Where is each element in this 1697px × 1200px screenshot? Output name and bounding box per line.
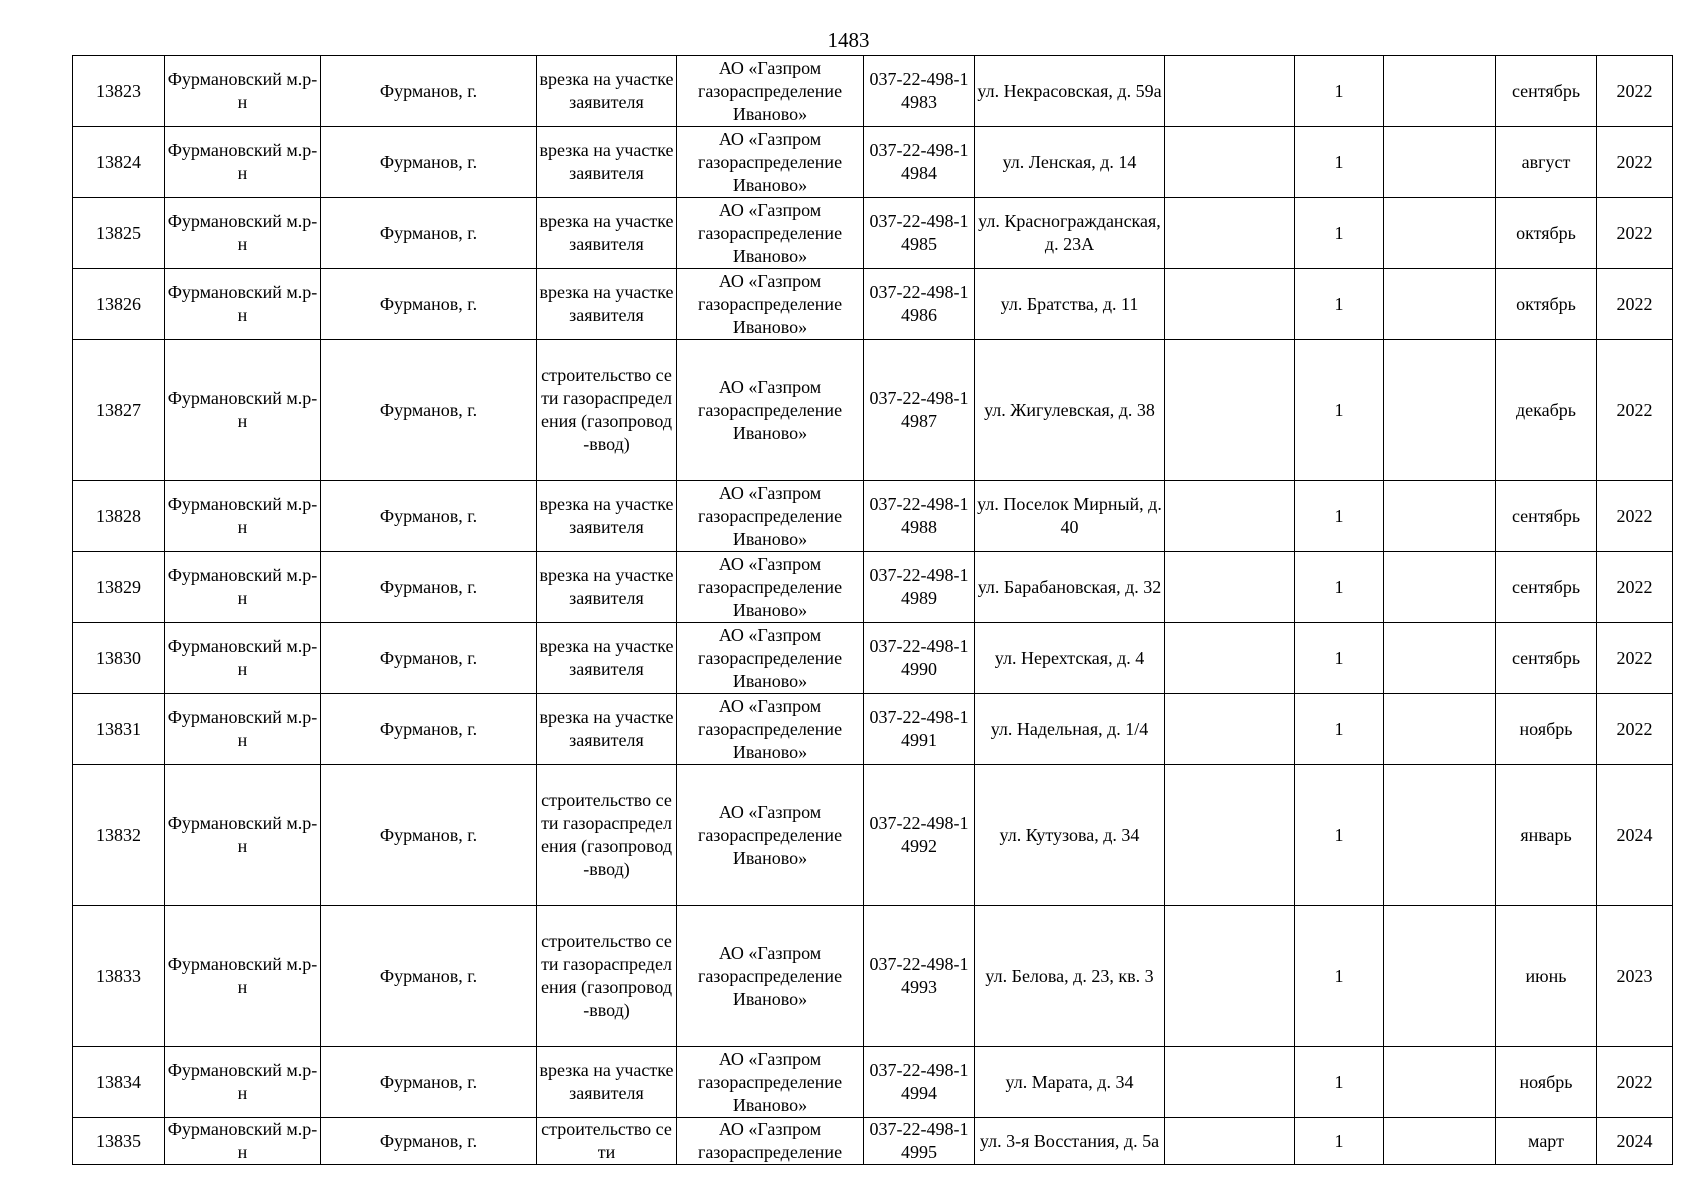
district-cell: Фурмановский м.р-н bbox=[165, 623, 321, 694]
empty-cell bbox=[1384, 552, 1496, 623]
work-type-cell: врезка на участке заявителя bbox=[537, 198, 677, 269]
district-cell: Фурмановский м.р-н bbox=[165, 906, 321, 1047]
locality-cell: Фурманов, г. bbox=[321, 906, 537, 1047]
address-cell: ул. Жигулевская, д. 38 bbox=[975, 340, 1165, 481]
locality-cell: Фурманов, г. bbox=[321, 198, 537, 269]
organization-cell: АО «Газпром газораспределение Иваново» bbox=[677, 623, 864, 694]
address-cell: ул. Красногражданская, д. 23А bbox=[975, 198, 1165, 269]
district-cell: Фурмановский м.р-н bbox=[165, 1118, 321, 1165]
month-cell: октябрь bbox=[1496, 198, 1597, 269]
registration-code-cell: 037-22-498-14987 bbox=[864, 340, 975, 481]
empty-cell bbox=[1384, 906, 1496, 1047]
table-row bbox=[73, 340, 1673, 481]
empty-cell bbox=[1165, 269, 1295, 340]
year-cell: 2022 bbox=[1597, 481, 1673, 552]
empty-cell bbox=[1384, 481, 1496, 552]
quantity-cell: 1 bbox=[1295, 56, 1384, 127]
year-cell: 2022 bbox=[1597, 269, 1673, 340]
table-row bbox=[73, 1118, 1673, 1165]
row-number-cell: 13831 bbox=[73, 694, 165, 765]
address-cell: ул. Марата, д. 34 bbox=[975, 1047, 1165, 1118]
empty-cell bbox=[1384, 127, 1496, 198]
work-type-cell: врезка на участке заявителя bbox=[537, 552, 677, 623]
empty-cell bbox=[1165, 340, 1295, 481]
organization-cell: АО «Газпром газораспределение Иваново» bbox=[677, 198, 864, 269]
year-cell: 2022 bbox=[1597, 1047, 1673, 1118]
year-cell: 2022 bbox=[1597, 198, 1673, 269]
month-cell: август bbox=[1496, 127, 1597, 198]
locality-cell: Фурманов, г. bbox=[321, 269, 537, 340]
work-type-cell: врезка на участке заявителя bbox=[537, 1047, 677, 1118]
locality-cell: Фурманов, г. bbox=[321, 765, 537, 906]
empty-cell bbox=[1384, 694, 1496, 765]
work-type-cell: строительство сети газораспределения (газопровод-ввод) bbox=[537, 765, 677, 906]
locality-cell: Фурманов, г. bbox=[321, 481, 537, 552]
page-number: 1483 bbox=[827, 28, 870, 52]
row-number-cell: 13826 bbox=[73, 269, 165, 340]
year-cell: 2022 bbox=[1597, 552, 1673, 623]
registration-code-cell: 037-22-498-14988 bbox=[864, 481, 975, 552]
work-type-cell: врезка на участке заявителя bbox=[537, 127, 677, 198]
month-cell: ноябрь bbox=[1496, 1047, 1597, 1118]
month-cell: декабрь bbox=[1496, 340, 1597, 481]
address-cell: ул. Барабановская, д. 32 bbox=[975, 552, 1165, 623]
empty-cell bbox=[1384, 1118, 1496, 1165]
table-row bbox=[73, 269, 1673, 340]
month-cell: сентябрь bbox=[1496, 56, 1597, 127]
registration-code-cell: 037-22-498-14994 bbox=[864, 1047, 975, 1118]
quantity-cell: 1 bbox=[1295, 906, 1384, 1047]
year-cell: 2024 bbox=[1597, 765, 1673, 906]
quantity-cell: 1 bbox=[1295, 552, 1384, 623]
registration-code-cell: 037-22-498-14993 bbox=[864, 906, 975, 1047]
data-table bbox=[72, 55, 1673, 1165]
organization-cell: АО «Газпром газораспределение Иваново» bbox=[677, 127, 864, 198]
address-cell: ул. Нерехтская, д. 4 bbox=[975, 623, 1165, 694]
organization-cell: АО «Газпром газораспределение Иваново» bbox=[677, 1047, 864, 1118]
organization-cell: АО «Газпром газораспределение Иваново» bbox=[677, 552, 864, 623]
year-cell: 2022 bbox=[1597, 56, 1673, 127]
table-body bbox=[73, 56, 1673, 1165]
empty-cell bbox=[1165, 906, 1295, 1047]
registration-code-cell: 037-22-498-14986 bbox=[864, 269, 975, 340]
empty-cell bbox=[1165, 1047, 1295, 1118]
table-row bbox=[73, 56, 1673, 127]
address-cell: ул. Белова, д. 23, кв. 3 bbox=[975, 906, 1165, 1047]
registration-code-cell: 037-22-498-14990 bbox=[864, 623, 975, 694]
empty-cell bbox=[1384, 198, 1496, 269]
quantity-cell: 1 bbox=[1295, 694, 1384, 765]
year-cell: 2022 bbox=[1597, 623, 1673, 694]
district-cell: Фурмановский м.р-н bbox=[165, 1047, 321, 1118]
district-cell: Фурмановский м.р-н bbox=[165, 340, 321, 481]
registration-code-cell: 037-22-498-14995 bbox=[864, 1118, 975, 1165]
organization-cell: АО «Газпром газораспределение Иваново» bbox=[677, 906, 864, 1047]
month-cell: ноябрь bbox=[1496, 694, 1597, 765]
organization-cell: АО «Газпром газораспределение Иваново» bbox=[677, 765, 864, 906]
locality-cell: Фурманов, г. bbox=[321, 623, 537, 694]
empty-cell bbox=[1384, 269, 1496, 340]
district-cell: Фурмановский м.р-н bbox=[165, 56, 321, 127]
month-cell: сентябрь bbox=[1496, 552, 1597, 623]
year-cell: 2022 bbox=[1597, 694, 1673, 765]
row-number-cell: 13829 bbox=[73, 552, 165, 623]
year-cell: 2022 bbox=[1597, 127, 1673, 198]
organization-cell: АО «Газпром газораспределение Иваново» bbox=[677, 56, 864, 127]
row-number-cell: 13830 bbox=[73, 623, 165, 694]
registration-code-cell: 037-22-498-14989 bbox=[864, 552, 975, 623]
work-type-cell: врезка на участке заявителя bbox=[537, 56, 677, 127]
row-number-cell: 13834 bbox=[73, 1047, 165, 1118]
registration-code-cell: 037-22-498-14984 bbox=[864, 127, 975, 198]
locality-cell: Фурманов, г. bbox=[321, 127, 537, 198]
quantity-cell: 1 bbox=[1295, 127, 1384, 198]
district-cell: Фурмановский м.р-н bbox=[165, 481, 321, 552]
locality-cell: Фурманов, г. bbox=[321, 340, 537, 481]
district-cell: Фурмановский м.р-н bbox=[165, 552, 321, 623]
district-cell: Фурмановский м.р-н bbox=[165, 127, 321, 198]
address-cell: ул. Надельная, д. 1/4 bbox=[975, 694, 1165, 765]
organization-cell: АО «Газпром газораспределение Иваново» bbox=[677, 269, 864, 340]
locality-cell: Фурманов, г. bbox=[321, 552, 537, 623]
quantity-cell: 1 bbox=[1295, 623, 1384, 694]
table-row bbox=[73, 906, 1673, 1047]
quantity-cell: 1 bbox=[1295, 765, 1384, 906]
work-type-cell: строительство сети газораспределения (газопровод-ввод) bbox=[537, 340, 677, 481]
month-cell: сентябрь bbox=[1496, 623, 1597, 694]
table-row bbox=[73, 552, 1673, 623]
year-cell: 2023 bbox=[1597, 906, 1673, 1047]
empty-cell bbox=[1165, 56, 1295, 127]
table-row bbox=[73, 765, 1673, 906]
table-row bbox=[73, 127, 1673, 198]
table-row bbox=[73, 481, 1673, 552]
table-row bbox=[73, 198, 1673, 269]
row-number-cell: 13823 bbox=[73, 56, 165, 127]
district-cell: Фурмановский м.р-н bbox=[165, 765, 321, 906]
empty-cell bbox=[1165, 481, 1295, 552]
work-type-cell: врезка на участке заявителя bbox=[537, 269, 677, 340]
work-type-cell: строительство сети bbox=[537, 1118, 677, 1165]
empty-cell bbox=[1165, 198, 1295, 269]
district-cell: Фурмановский м.р-н bbox=[165, 694, 321, 765]
row-number-cell: 13835 bbox=[73, 1118, 165, 1165]
work-type-cell: врезка на участке заявителя bbox=[537, 623, 677, 694]
empty-cell bbox=[1165, 694, 1295, 765]
row-number-cell: 13825 bbox=[73, 198, 165, 269]
quantity-cell: 1 bbox=[1295, 481, 1384, 552]
quantity-cell: 1 bbox=[1295, 269, 1384, 340]
year-cell: 2024 bbox=[1597, 1118, 1673, 1165]
registration-code-cell: 037-22-498-14992 bbox=[864, 765, 975, 906]
quantity-cell: 1 bbox=[1295, 1118, 1384, 1165]
empty-cell bbox=[1384, 623, 1496, 694]
locality-cell: Фурманов, г. bbox=[321, 1047, 537, 1118]
month-cell: июнь bbox=[1496, 906, 1597, 1047]
address-cell: ул. Кутузова, д. 34 bbox=[975, 765, 1165, 906]
empty-cell bbox=[1165, 127, 1295, 198]
registration-code-cell: 037-22-498-14985 bbox=[864, 198, 975, 269]
address-cell: ул. Братства, д. 11 bbox=[975, 269, 1165, 340]
empty-cell bbox=[1384, 56, 1496, 127]
work-type-cell: врезка на участке заявителя bbox=[537, 694, 677, 765]
month-cell: январь bbox=[1496, 765, 1597, 906]
row-number-cell: 13828 bbox=[73, 481, 165, 552]
work-type-cell: врезка на участке заявителя bbox=[537, 481, 677, 552]
month-cell: сентябрь bbox=[1496, 481, 1597, 552]
registration-code-cell: 037-22-498-14983 bbox=[864, 56, 975, 127]
quantity-cell: 1 bbox=[1295, 1047, 1384, 1118]
month-cell: март bbox=[1496, 1118, 1597, 1165]
organization-cell: АО «Газпром газораспределение Иваново» bbox=[677, 481, 864, 552]
empty-cell bbox=[1384, 1047, 1496, 1118]
row-number-cell: 13832 bbox=[73, 765, 165, 906]
address-cell: ул. Некрасовская, д. 59а bbox=[975, 56, 1165, 127]
organization-cell: АО «Газпром газораспределение Иваново» bbox=[677, 340, 864, 481]
empty-cell bbox=[1384, 340, 1496, 481]
district-cell: Фурмановский м.р-н bbox=[165, 198, 321, 269]
table-row bbox=[73, 623, 1673, 694]
locality-cell: Фурманов, г. bbox=[321, 694, 537, 765]
quantity-cell: 1 bbox=[1295, 340, 1384, 481]
organization-cell: АО «Газпром газораспределение Иваново» bbox=[677, 694, 864, 765]
address-cell: ул. Поселок Мирный, д. 40 bbox=[975, 481, 1165, 552]
empty-cell bbox=[1165, 623, 1295, 694]
row-number-cell: 13833 bbox=[73, 906, 165, 1047]
empty-cell bbox=[1165, 1118, 1295, 1165]
table-row bbox=[73, 1047, 1673, 1118]
empty-cell bbox=[1165, 765, 1295, 906]
month-cell: октябрь bbox=[1496, 269, 1597, 340]
locality-cell: Фурманов, г. bbox=[321, 1118, 537, 1165]
quantity-cell: 1 bbox=[1295, 198, 1384, 269]
address-cell: ул. 3-я Восстания, д. 5а bbox=[975, 1118, 1165, 1165]
organization-cell: АО «Газпром газораспределение bbox=[677, 1118, 864, 1165]
empty-cell bbox=[1384, 765, 1496, 906]
row-number-cell: 13824 bbox=[73, 127, 165, 198]
work-type-cell: строительство сети газораспределения (газопровод-ввод) bbox=[537, 906, 677, 1047]
registration-code-cell: 037-22-498-14991 bbox=[864, 694, 975, 765]
table-row bbox=[73, 694, 1673, 765]
empty-cell bbox=[1165, 552, 1295, 623]
district-cell: Фурмановский м.р-н bbox=[165, 269, 321, 340]
address-cell: ул. Ленская, д. 14 bbox=[975, 127, 1165, 198]
locality-cell: Фурманов, г. bbox=[321, 56, 537, 127]
row-number-cell: 13827 bbox=[73, 340, 165, 481]
year-cell: 2022 bbox=[1597, 340, 1673, 481]
